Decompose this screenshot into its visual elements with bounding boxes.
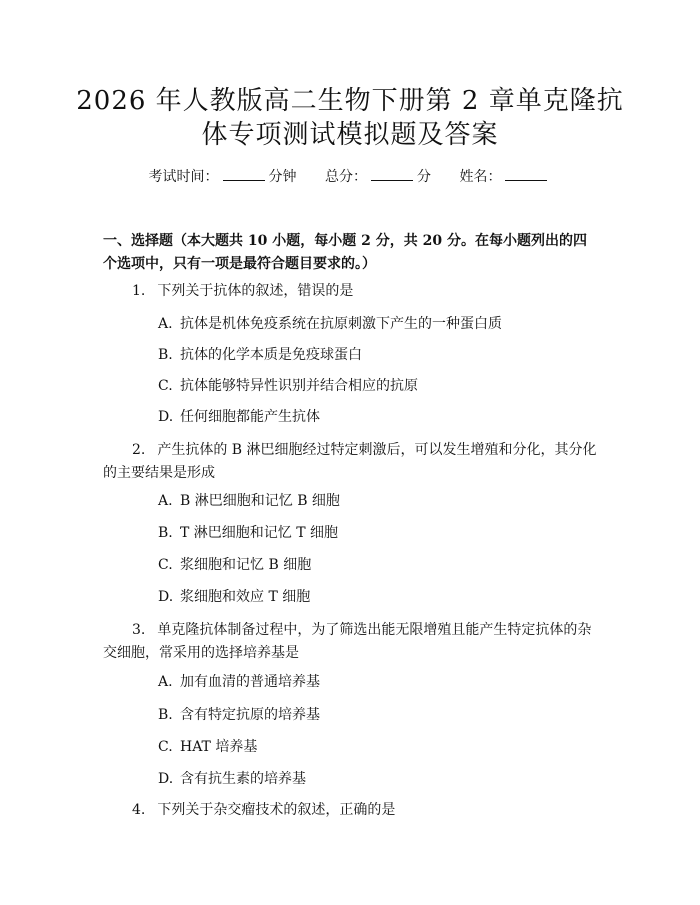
exam-time-label: 考试时间： bbox=[148, 169, 219, 185]
question-number: 1. bbox=[132, 283, 146, 299]
exam-time-field bbox=[149, 168, 297, 186]
total-score-blank bbox=[371, 168, 413, 181]
option-letter: B. bbox=[158, 707, 173, 723]
question-number: 2. bbox=[132, 442, 146, 458]
option-text: HAT 培养基 bbox=[180, 739, 258, 755]
question-number: 3. bbox=[132, 622, 146, 638]
option-letter: C. bbox=[158, 557, 173, 573]
question-stem: 下列关于杂交瘤技术的叙述，正确的是 bbox=[157, 802, 396, 818]
q1-option-b bbox=[158, 346, 598, 364]
q1-option-a bbox=[158, 315, 598, 333]
option-letter: C. bbox=[158, 739, 173, 755]
question-number: 4. bbox=[132, 802, 146, 818]
student-name-field bbox=[459, 168, 551, 186]
q3-option-c bbox=[158, 738, 598, 756]
q3-option-a bbox=[158, 673, 598, 691]
q2-option-d bbox=[158, 588, 598, 606]
option-letter: A. bbox=[158, 674, 173, 690]
exam-time-unit: 分钟 bbox=[268, 169, 297, 185]
option-letter: B. bbox=[158, 347, 173, 363]
question-stem: 产生抗体的 B 淋巴细胞经过特定刺激后，可以发生增殖和分化，其分化的主要结果是形成 bbox=[103, 442, 597, 481]
option-letter: C. bbox=[158, 378, 173, 394]
option-text: 浆细胞和记忆 B 细胞 bbox=[180, 557, 312, 573]
option-letter: B. bbox=[158, 525, 173, 541]
option-text: T 淋巴细胞和记忆 T 细胞 bbox=[180, 525, 339, 541]
page-title-line-2: 体专项测试模拟题及答案 bbox=[201, 120, 499, 150]
option-text: 抗体的化学本质是免疫球蛋白 bbox=[180, 347, 362, 363]
option-letter: A. bbox=[158, 493, 173, 509]
q1-option-c bbox=[158, 377, 598, 395]
page-title-line-1: 2026 年人教版高二生物下册第 2 章单克隆抗 bbox=[76, 86, 624, 116]
option-text: 含有抗生素的培养基 bbox=[180, 771, 306, 787]
total-score-field bbox=[325, 168, 431, 186]
total-score-unit: 分 bbox=[417, 169, 431, 185]
option-text: 加有血清的普通培养基 bbox=[180, 674, 320, 690]
option-text: 含有特定抗原的培养基 bbox=[180, 707, 320, 723]
q3-option-d bbox=[158, 770, 598, 788]
option-text: 抗体是机体免疫系统在抗原刺激下产生的一种蛋白质 bbox=[180, 316, 502, 332]
option-text: B 淋巴细胞和记忆 B 细胞 bbox=[180, 493, 340, 509]
q2-option-a bbox=[158, 492, 598, 510]
q2-option-b bbox=[158, 524, 598, 542]
question-stem: 下列关于抗体的叙述，错误的是 bbox=[157, 283, 354, 299]
student-name-blank bbox=[505, 168, 547, 181]
option-letter: A. bbox=[158, 316, 173, 332]
q2-option-c bbox=[158, 556, 598, 574]
option-text: 抗体能够特异性识别并结合相应的抗原 bbox=[180, 378, 418, 394]
question-4 bbox=[103, 799, 600, 822]
question-2 bbox=[103, 439, 600, 485]
option-letter: D. bbox=[158, 409, 174, 425]
option-letter: D. bbox=[158, 771, 174, 787]
exam-info-row bbox=[0, 168, 700, 186]
student-name-label: 姓名： bbox=[459, 169, 502, 185]
question-1 bbox=[103, 280, 600, 303]
option-letter: D. bbox=[158, 589, 174, 605]
exam-time-blank bbox=[223, 168, 265, 181]
q3-option-b bbox=[158, 706, 598, 724]
question-stem: 单克隆抗体制备过程中，为了筛选出能无限增殖且能产生特定抗体的杂交细胞，常采用的选择培养基是 bbox=[103, 622, 592, 661]
total-score-label: 总分： bbox=[325, 169, 367, 185]
option-text: 任何细胞都能产生抗体 bbox=[180, 409, 320, 425]
section-heading: 一、选择题（本大题共 10 小题，每小题 2 分，共 20 分。在每小题列出的四个选项中，只有一项是最符合题目要求的。） bbox=[103, 233, 587, 272]
q1-option-d bbox=[158, 408, 598, 426]
option-text: 浆细胞和效应 T 细胞 bbox=[180, 589, 311, 605]
question-3 bbox=[103, 619, 600, 665]
